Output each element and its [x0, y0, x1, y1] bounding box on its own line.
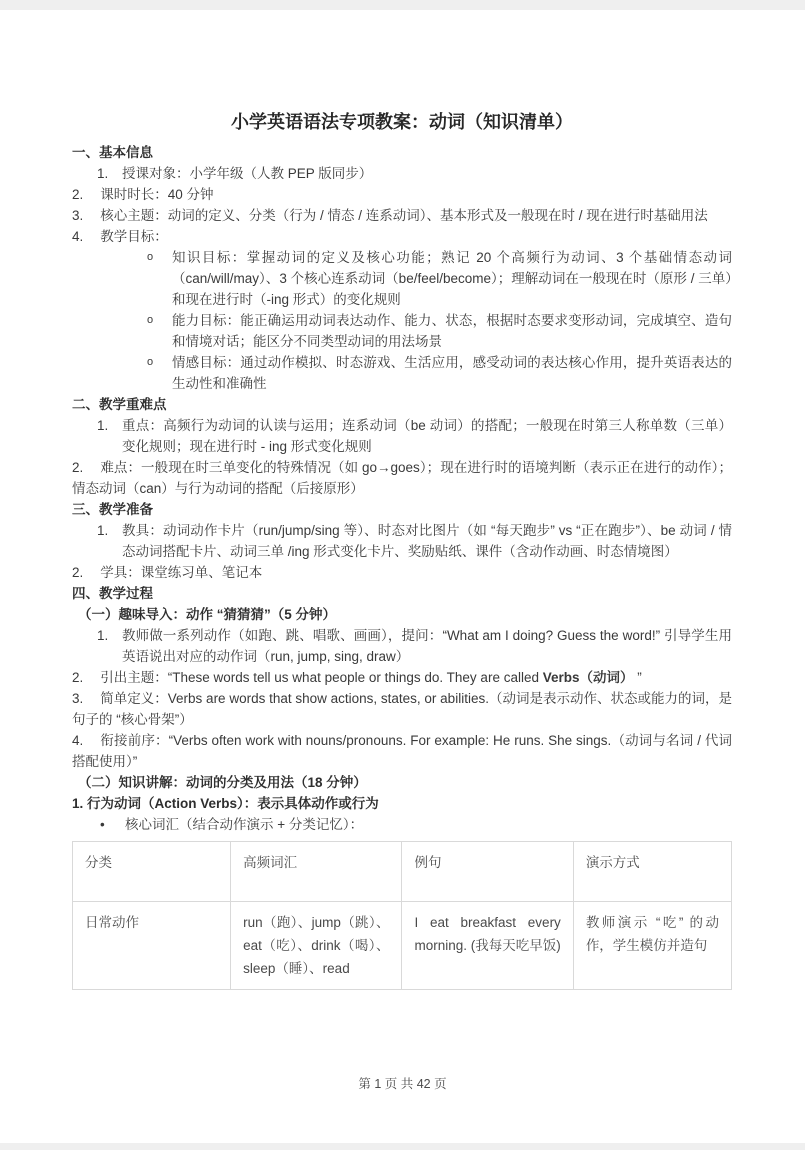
list-item-warmup-step1 — [72, 625, 732, 667]
section-heading-basic-info: 一、基本信息 — [72, 145, 153, 160]
sublist-item-emotion-goal — [72, 352, 732, 394]
sublist-item-text: 能力目标：能正确运用动词表达动作、能力、状态，根据时态要求变形动词，完成填空、造句和情境对话；能区分不同类型动词的用法场景 — [172, 313, 732, 349]
cell-category: 日常动作 — [73, 902, 231, 990]
list-marker: 2. — [72, 565, 84, 580]
circle-bullet-marker: o — [147, 356, 154, 368]
col-header-category: 分类 — [73, 842, 231, 902]
section-heading-key-points: 二、教学重难点 — [72, 397, 167, 412]
list-item-teacher-materials — [72, 520, 732, 562]
list-marker: 2. — [72, 670, 84, 685]
list-marker: 1. — [97, 418, 109, 433]
list-marker: 4. — [72, 229, 84, 244]
list-item-warmup-step3 — [72, 688, 732, 730]
document-page — [0, 10, 805, 1143]
list-item-teaching-goals — [72, 226, 732, 247]
list-item-text: 核心主题：动词的定义、分类（行为 / 情态 / 连系动词）、基本形式及一般现在时 / 现在进行时基础用法 — [100, 208, 708, 223]
list-item-text: 重点：高频行为动词的认读与运用；连系动词（be 动词）的搭配；一般现在时第三人称单数（三单）变化规则；现在进行时 - ing 形式变化规则 — [122, 418, 732, 454]
list-item-text: 教学目标： — [100, 229, 168, 244]
doc-title: 小学英语语法专项教案：动词（知识清单） — [231, 112, 573, 132]
circle-bullet-marker: o — [147, 251, 154, 263]
vocab-table — [72, 841, 732, 990]
subsection-heading-action-verbs: 1. 行为动词（Action Verbs）：表示具体动作或行为 — [72, 796, 379, 811]
footer-page-number: 第 1 页 共 42 页 — [358, 1077, 447, 1091]
list-item-text-pre: 引出主题：“These words tell us what people or things do. They are called — [100, 670, 543, 685]
sublist-item-text: 知识目标：掌握动词的定义及核心功能；熟记 20 个高频行为动词、3 个基础情态动词（can/will/may）、3 个核心连系动词（be/feel/become）；理解动词在一般现在时（原形 / 三单）和现在进行时（-ing 形式）的变化规则 — [172, 250, 732, 307]
subsection-heading-knowledge: （二）知识讲解：动词的分类及用法（18 分钟） — [78, 775, 367, 790]
list-item-key-point — [72, 415, 732, 457]
dot-bullet-marker: • — [100, 817, 105, 832]
list-marker: 2. — [72, 187, 84, 202]
list-item-duration — [72, 184, 732, 205]
list-item-text: 衔接前序：“Verbs often work with nouns/pronouns. For example: He runs. She sings.（动词与名词 / 代词搭配使用）” — [72, 733, 732, 769]
col-header-example-sentence: 例句 — [402, 842, 573, 902]
list-item-text: 教具：动词动作卡片（run/jump/sing 等）、时态对比图片（如 “每天跑步” vs “正在跑步”）、be 动词 / 情态动词搭配卡片、动词三单 /ing 形式变化卡片、奖励贴纸、课件（含动作动画、时态情境图） — [122, 523, 732, 559]
list-marker: 4. — [72, 733, 84, 748]
list-item-text: 核心词汇（结合动作演示 + 分类记忆）： — [125, 817, 364, 832]
sublist-item-text: 情感目标：通过动作模拟、时态游戏、生活应用，感受动词的表达核心作用，提升英语表达的生动性和准确性 — [172, 355, 732, 391]
circle-bullet-marker: o — [147, 314, 154, 326]
table-row-daily-actions — [73, 902, 732, 990]
list-item-difficulty — [72, 457, 732, 499]
list-item-text: 课时时长：40 分钟 — [100, 187, 214, 202]
list-item-text: 授课对象：小学年级（人教 PEP 版同步） — [122, 166, 373, 181]
list-item-audience — [72, 163, 732, 184]
list-item-text: 简单定义：Verbs are words that show actions, states, or abilities.（动词是表示动作、状态或能力的词，是句子的 “核心骨架”） — [72, 691, 732, 727]
table-header-row — [73, 842, 732, 902]
list-item-text-post: ” — [633, 670, 642, 685]
section-heading-process: 四、教学过程 — [72, 586, 153, 601]
list-item-text-bold: Verbs（动词） — [542, 670, 634, 685]
cell-demo: 教师演示 “吃” 的动作，学生模仿并造句 — [573, 902, 731, 990]
sublist-item-knowledge-goal — [72, 247, 732, 310]
col-header-high-frequency-words: 高频词汇 — [231, 842, 402, 902]
sublist-item-ability-goal — [72, 310, 732, 352]
section-heading-preparation: 三、教学准备 — [72, 502, 153, 517]
list-marker: 3. — [72, 208, 84, 223]
list-marker: 1. — [97, 628, 109, 643]
cell-words: run（跑）、jump（跳）、eat（吃）、drink（喝）、sleep（睡）、read — [231, 902, 402, 990]
list-marker: 2. — [72, 460, 84, 475]
list-marker: 3. — [72, 691, 84, 706]
list-marker: 1. — [97, 166, 109, 181]
list-item-student-materials — [72, 562, 732, 583]
list-marker: 1. — [97, 523, 109, 538]
list-item-core-vocab — [72, 814, 732, 835]
list-item-warmup-step2 — [72, 667, 732, 688]
list-item-warmup-step4 — [72, 730, 732, 772]
list-item-text: 学具：课堂练习单、笔记本 — [100, 565, 263, 580]
list-item-core-topic — [72, 205, 732, 226]
list-item-text: 难点：一般现在时三单变化的特殊情况（如 go→goes）；现在进行时的语境判断（表示正在进行的动作）；情态动词（can）与行为动词的搭配（后接原形） — [72, 460, 732, 496]
col-header-demo-method: 演示方式 — [573, 842, 731, 902]
list-item-text: 教师做一系列动作（如跑、跳、唱歌、画画），提问：“What am I doing? Guess the word!” 引导学生用英语说出对应的动作词（run, jump, sing, draw） — [122, 628, 732, 664]
subsection-heading-warmup: （一）趣味导入：动作 “猜猜猜”（5 分钟） — [78, 607, 337, 622]
cell-example: I eat breakfast every morning. (我每天吃早饭) — [402, 902, 573, 990]
